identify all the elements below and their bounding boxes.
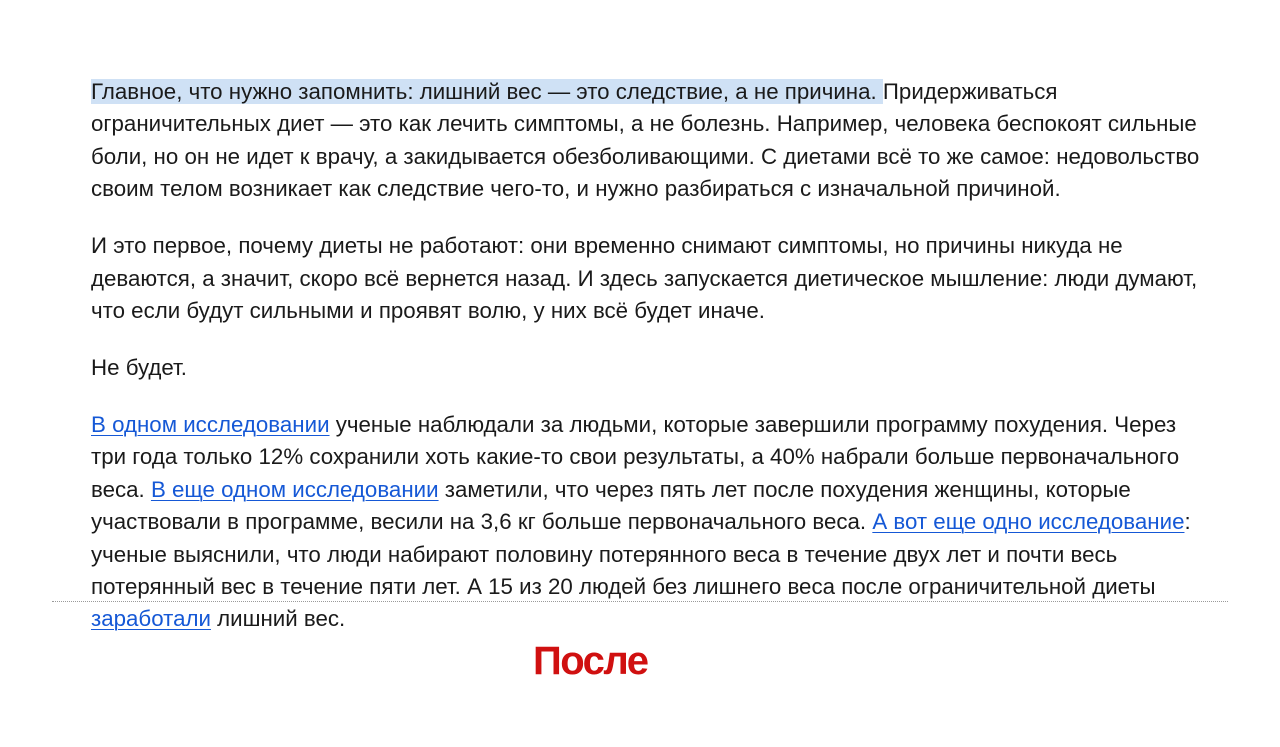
paragraph-short-statement: Не будет. [91,355,187,381]
after-label: После [533,639,648,683]
selected-text[interactable]: Главное, что нужно запомнить: лишний вес — это следствие, а не причина. [91,79,883,104]
paragraph-text: лишний вес. [210,606,346,632]
link-gained-weight[interactable]: заработали [91,606,211,632]
paragraph-text: ученые наблюдали за людьми, которые завершили программу похудения. Через три года только 12% сохранили хоть какие-то свои результаты, а 40% набрали больше первоначального веса. [91,412,1180,502]
link-second-study[interactable]: В еще одном исследовании [150,476,439,502]
paragraph-text: заметили, что через пять лет после похудения женщины, которые участвовали в программе, весили на 3,6 кг больше первоначального веса. [91,476,1131,535]
paragraph-why-diets-fail: И это первое, почему диеты не работают: они временно снимают симптомы, но причины никуда не деваются, а значит, скоро всё вернется назад. И здесь запускается диетическое мышление: люди думают, что если будут сильными и проявят волю, у них всё будет иначе. [91,233,1198,324]
link-first-study[interactable]: В одном исследовании [91,412,330,438]
link-third-study[interactable]: А вот еще одно исследование [872,509,1185,535]
article-body [91,76,1201,660]
fold-divider [52,601,1228,602]
paragraph-text: Придерживаться ограничительных диет — это как лечить симптомы, а не болезнь. Например, человека беспокоят сильные боли, но он не идет к врачу, а закидывается обезболивающими. С диетами всё то же самое: недовольство своим телом возникает как следствие чего-то, и нужно разбираться с изначальной причиной. [91,79,1200,202]
paragraph-text: : ученые выяснили, что люди набирают половину потерянного веса в течение двух лет и почти весь потерянный вес в течение пяти лет. А 15 из 20 людей без лишнего веса после ограничительной диеты [91,509,1191,600]
paragraph-main-idea [91,76,1201,206]
